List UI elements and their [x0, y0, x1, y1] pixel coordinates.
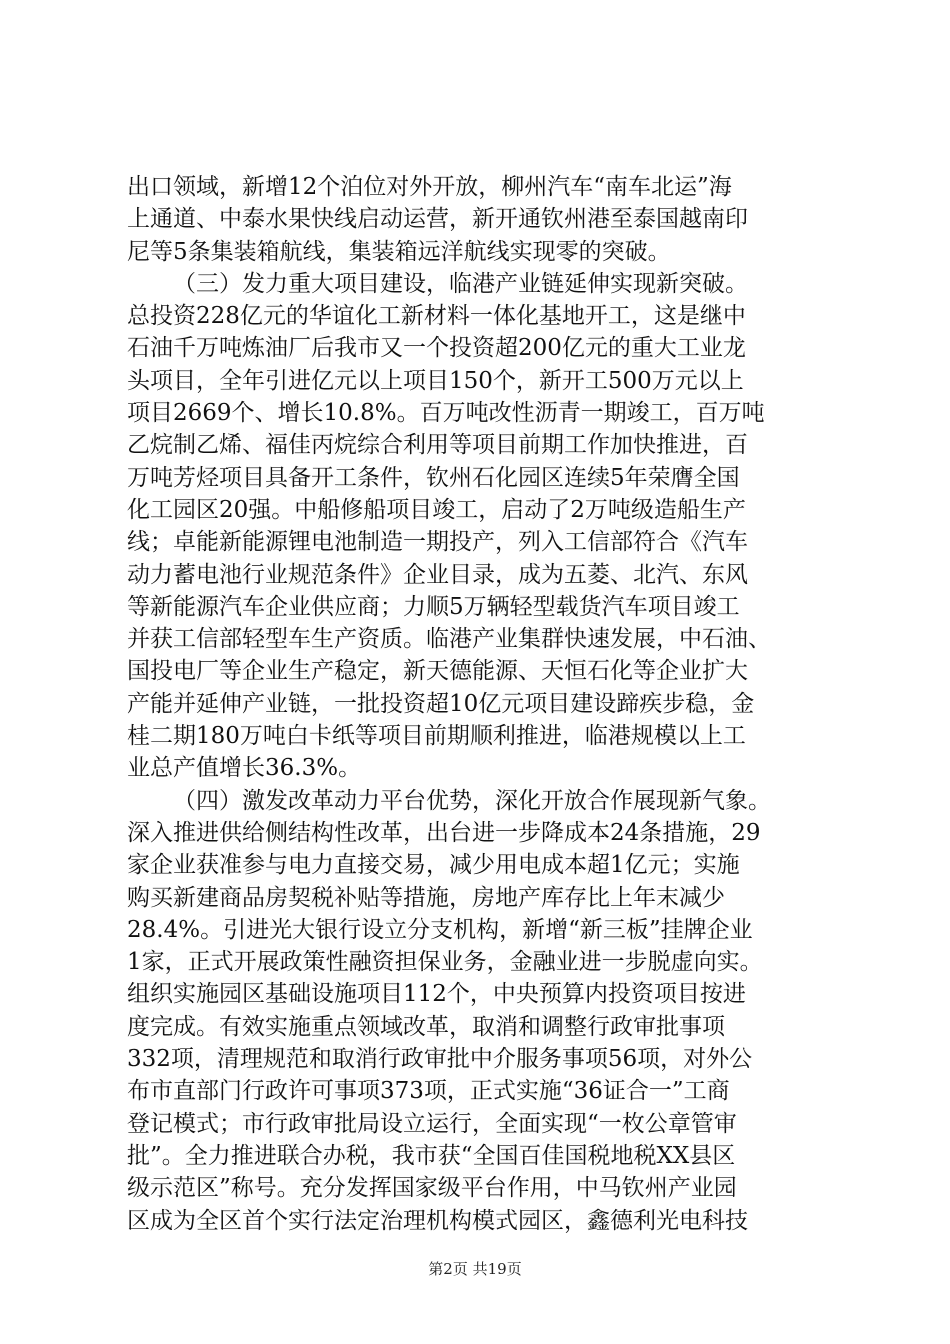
text-line: 332项，清理规范和取消行政审批中介服务事项56项，对外公 [127, 1046, 753, 1073]
text-line: 万吨芳烃项目具备开工条件，钦州石化园区连续5年荣膺全国 [127, 464, 740, 491]
text-line: 登记模式；市行政审批局设立运行，全面实现“一枚公章管审 [127, 1110, 737, 1137]
text-line: 乙烷制乙烯、福佳丙烷综合利用等项目前期工作加快推进，百 [127, 432, 748, 459]
section-heading-3: （三）发力重大项目建设，临港产业链延伸实现新突破。 [173, 270, 748, 297]
text-line: 上通道、中泰水果快线启动运营，新开通钦州港至泰国越南印 [127, 206, 748, 233]
text-line: 区成为全区首个实行法定治理机构模式园区，鑫德利光电科技 [127, 1207, 748, 1234]
text-line: 布市直部门行政许可事项373项，正式实施“36证合一”工商 [127, 1078, 730, 1105]
body-text [127, 171, 847, 1237]
text-line: 总投资228亿元的华谊化工新材料一体化基地开工，这是继中 [127, 303, 746, 330]
text-line: 产能并延伸产业链，一批投资超10亿元项目建设蹄疾步稳，金 [127, 690, 755, 717]
text-line: 并获工信部轻型车生产资质。临港产业集群快速发展，中石油、 [127, 626, 771, 653]
text-line: 化工园区20强。中船修船项目竣工，启动了2万吨级造船生产 [127, 496, 746, 523]
text-line: 桂二期180万吨白卡纸等项目前期顺利推进，临港规模以上工 [127, 723, 746, 750]
section-heading-4: （四）激发改革动力平台优势，深化开放合作展现新气象。 [173, 787, 771, 814]
text-line: 购买新建商品房契税补贴等措施，房地产库存比上年末减少 [127, 884, 725, 911]
text-line: 等新能源汽车企业供应商；力顺5万辆轻型载货汽车项目竣工 [127, 593, 740, 620]
text-line: 项目2669个、增长10.8%。百万吨改性沥青一期竣工，百万吨 [127, 400, 765, 427]
text-line: 28.4%。引进光大银行设立分支机构，新增“新三板”挂牌企业 [127, 916, 753, 943]
text-line: 线；卓能新能源锂电池制造一期投产，列入工信部符合《汽车 [127, 529, 748, 556]
text-line: 家企业获准参与电力直接交易，减少用电成本超1亿元；实施 [127, 852, 740, 879]
text-line: 组织实施园区基础设施项目112个，中央预算内投资项目按进 [127, 981, 746, 1008]
page-footer: 第2页 共19页 [428, 1260, 522, 1278]
text-line: 国投电厂等企业生产稳定，新天德能源、天恒石化等企业扩大 [127, 658, 748, 685]
text-line: 尼等5条集装箱航线，集装箱远洋航线实现零的突破。 [127, 238, 671, 265]
text-line: 业总产值增长36.3%。 [127, 755, 362, 782]
text-line: 头项目，全年引进亿元以上项目150个，新开工500万元以上 [127, 367, 744, 394]
text-line: 1家，正式开展政策性融资担保业务，金融业进一步脱虚向实。 [127, 949, 763, 976]
text-line: 石油千万吨炼油厂后我市又一个投资超200亿元的重大工业龙 [127, 335, 746, 362]
text-line: 出口领域，新增12个泊位对外开放，柳州汽车“南车北运”海 [127, 174, 732, 200]
text-line: 级示范区”称号。充分发挥国家级平台作用，中马钦州产业园 [127, 1175, 737, 1202]
text-line: 动力蓄电池行业规范条件》企业目录，成为五菱、北汽、东风 [127, 561, 748, 588]
text-line: 批”。全力推进联合办税，我市获“全国百佳国税地税XX县区 [127, 1142, 736, 1169]
text-line: 深入推进供给侧结构性改革，出台进一步降成本24条措施，29 [127, 819, 761, 846]
text-line: 度完成。有效实施重点领域改革，取消和调整行政审批事项 [127, 1013, 725, 1040]
